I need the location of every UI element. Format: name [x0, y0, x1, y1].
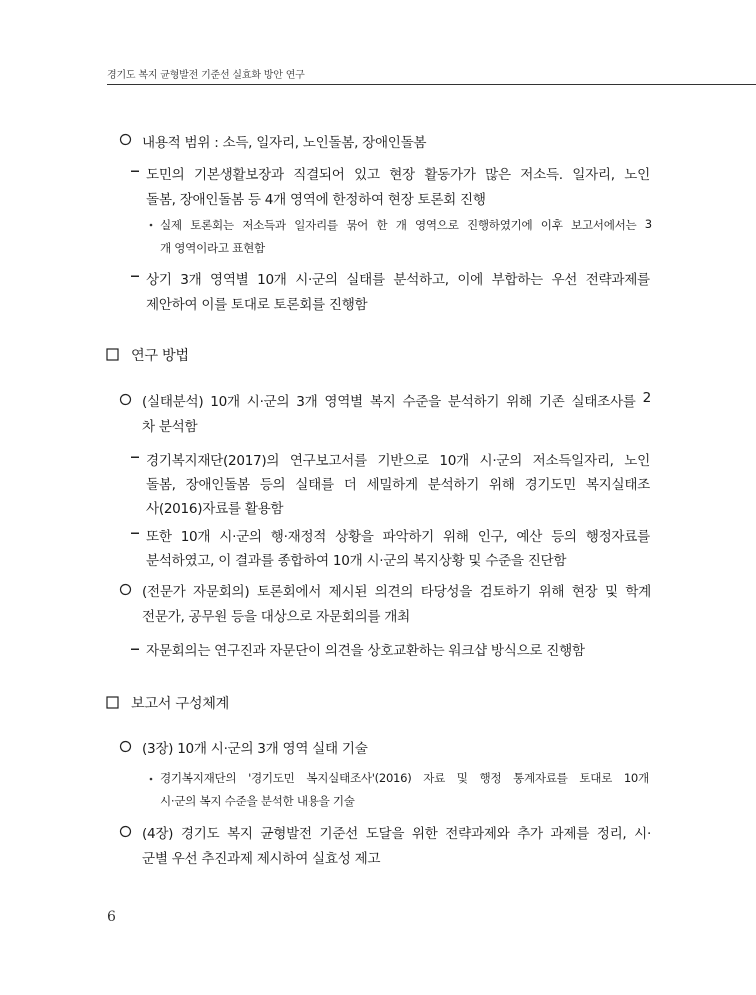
word: 자문회의) — [193, 584, 250, 600]
word: 위한 — [411, 826, 438, 842]
word: 기준선 — [319, 826, 358, 842]
scope-item-2-line-2: 제안하여 이를 토대로 토론회를 진행함 — [146, 297, 368, 313]
word: 제시된 — [328, 584, 368, 600]
method-item-2-line-1 — [142, 580, 651, 600]
word: 한 — [376, 218, 388, 232]
word: 등의 — [259, 477, 286, 493]
word: 전략과제를 — [585, 272, 650, 288]
word: 경기복지재단의 — [160, 771, 237, 785]
word: 저소득과 — [242, 218, 286, 232]
word: 세밀하게 — [366, 477, 418, 493]
word: 균형발전 — [260, 826, 312, 842]
word: 위해 — [538, 584, 565, 600]
hollow-circle-bullet-icon — [119, 825, 132, 838]
word: 개 — [395, 218, 407, 232]
word: 타당성을 — [420, 584, 473, 600]
scope-item-1-line-1 — [146, 163, 650, 183]
method-section-title: 연구 방법 — [131, 348, 189, 364]
structure-note-1-line-1 — [160, 770, 649, 786]
word: 기본생활보장과 — [193, 167, 284, 183]
word: 분석하기 — [427, 477, 480, 493]
word: 10개 — [623, 771, 649, 785]
scope-item-1-line-2: 돌봄, 장애인돌봄 등 4개 영역에 한정하여 현장 토론회 진행 — [146, 192, 486, 208]
word: 복지 — [369, 394, 396, 410]
word: (실태분석) — [142, 394, 204, 410]
word: 행정자료를 — [585, 529, 650, 545]
word: 의견의 — [374, 584, 414, 600]
word: 수준을 — [402, 394, 441, 410]
word: 직결되어 — [293, 167, 345, 183]
word: 자료 — [423, 771, 446, 785]
word: 2 — [642, 390, 651, 406]
word: 실태를 — [295, 477, 334, 493]
word: '경기도민 — [248, 771, 295, 785]
structure-section-title: 보고서 구성체계 — [131, 696, 230, 712]
scope-note-1-line-1 — [160, 217, 652, 233]
method-sub-2-line-1 — [146, 525, 650, 545]
word: 위해 — [506, 394, 532, 410]
word: 시·군의 — [479, 453, 523, 469]
word: 복지실태조사'(2016) — [306, 771, 412, 785]
word: 토론회는 — [190, 218, 234, 232]
word: 시·군의 — [295, 272, 338, 288]
word: 3 — [644, 217, 652, 231]
word: (4장) — [142, 826, 174, 842]
word: 분석하고, — [393, 272, 449, 288]
method-sub-1-line-3: 사(2016)자료를 활용함 — [146, 501, 284, 517]
word: 경기복지재단(2017)의 — [146, 453, 280, 469]
word: 추가 — [517, 826, 543, 842]
word: 기존 — [538, 394, 565, 410]
word: 분석하기 — [447, 394, 500, 410]
word: 실제 — [160, 218, 182, 232]
word: 시· — [634, 826, 651, 842]
word: 상황을 — [335, 529, 374, 545]
word: 연구보고서를 — [289, 453, 367, 469]
word: 도달을 — [365, 826, 405, 842]
scope-heading: 내용적 범위 : 소득, 일자리, 노인돌봄, 장애인돌봄 — [142, 135, 427, 151]
word: 토대로 — [579, 771, 613, 785]
word: 현장 — [571, 584, 598, 600]
word: 저소득. — [520, 167, 563, 183]
word: 진행하였기에 — [467, 218, 533, 232]
word: 3개 — [296, 394, 318, 410]
word: 또한 — [146, 529, 172, 545]
word: 및 — [604, 584, 618, 600]
word: 부합하는 — [491, 272, 543, 288]
word: 복지실태조 — [585, 477, 650, 493]
word: (전문가 — [142, 584, 186, 600]
word: 이에 — [457, 272, 483, 288]
hollow-circle-bullet-icon — [119, 393, 132, 406]
word: 경기도민 — [524, 477, 576, 493]
word: 활동가가 — [424, 167, 476, 183]
word: 이후 — [540, 218, 563, 232]
word: 10개 — [210, 394, 240, 410]
word: 묶어 — [346, 218, 369, 232]
word: 토론회에서 — [256, 584, 322, 600]
word: 장애인돌봄 — [185, 477, 250, 493]
word: 통계자료를 — [513, 771, 568, 785]
word: 있고 — [354, 167, 380, 183]
hollow-circle-bullet-icon — [119, 133, 132, 146]
word: 정리, — [596, 826, 627, 842]
word: 돌봄, — [146, 477, 176, 493]
word: 실태조사를 — [571, 394, 636, 410]
word: 복지 — [227, 826, 253, 842]
small-dot-bullet-icon — [148, 776, 154, 782]
word: 행·재정적 — [270, 529, 327, 545]
method-item-1-line-1 — [142, 390, 651, 410]
header-rule — [107, 84, 756, 85]
structure-item-1-line-1: (3장) 10개 시·군의 3개 영역 실태 기술 — [142, 741, 368, 757]
word: 파악하기 — [382, 529, 434, 545]
word: 10개 — [257, 272, 287, 288]
word: 상기 — [146, 272, 172, 288]
small-dot-bullet-icon — [148, 222, 154, 228]
dash-bullet-icon — [131, 275, 141, 278]
word: 저소득일자리, — [532, 453, 614, 469]
word: 시·군의 — [219, 529, 262, 545]
word: 인구, — [477, 529, 508, 545]
word: 우선 — [551, 272, 578, 288]
word: 도민의 — [146, 167, 185, 183]
dash-bullet-icon — [131, 170, 141, 173]
hollow-square-bullet-icon — [106, 696, 120, 710]
method-sub-1-line-1 — [146, 449, 650, 469]
header-title: 경기도 복지 균형발전 기준선 실효화 방안 연구 — [107, 70, 305, 81]
structure-item-2-line-2: 군별 우선 추진과제 제시하여 실효성 제고 — [142, 851, 381, 867]
scope-note-1-line-2: 개 영역이라고 표현함 — [160, 241, 265, 255]
word: 노인 — [624, 453, 650, 469]
word: 일자리, — [572, 167, 615, 183]
word: 시·군의 — [246, 394, 290, 410]
word: 전략과제와 — [445, 826, 510, 842]
hollow-circle-bullet-icon — [119, 740, 132, 753]
dash-bullet-icon — [131, 456, 141, 459]
word: 더 — [343, 477, 357, 493]
word: 검토하기 — [479, 584, 531, 600]
word: 과제를 — [550, 826, 590, 842]
word: 실태를 — [346, 272, 385, 288]
word: 3개 — [180, 272, 202, 288]
method-item-2-line-2: 전문가, 공무원 등을 대상으로 자문회의를 개최 — [142, 609, 410, 625]
word: 및 — [456, 771, 468, 785]
word: 영역별 — [324, 394, 363, 410]
word: 행정 — [479, 771, 502, 785]
method-item-1-line-2: 차 분석함 — [142, 419, 198, 435]
word: 등의 — [551, 529, 577, 545]
dash-bullet-icon — [131, 532, 141, 535]
page-number: 6 — [107, 909, 116, 925]
word: 일자리를 — [294, 218, 338, 232]
word: 위해 — [443, 529, 469, 545]
hollow-circle-bullet-icon — [119, 583, 132, 596]
scope-item-2-line-1 — [146, 268, 650, 288]
word: 현장 — [389, 167, 415, 183]
method-sub-1-line-2 — [146, 473, 650, 493]
method-sub-3-line-1: 자문회의는 연구진과 자문단이 의견을 상호교환하는 워크샵 방식으로 진행함 — [146, 643, 585, 659]
word: 10개 — [439, 453, 469, 469]
word: 경기도 — [180, 826, 220, 842]
word: 위해 — [488, 477, 515, 493]
word: 영역별 — [210, 272, 249, 288]
structure-item-2-line-1 — [142, 822, 651, 842]
word: 학계 — [625, 584, 651, 600]
method-sub-2-line-2: 분석하였고, 이 결과를 종합하여 10개 시·군의 복지상황 및 수준을 진단함 — [146, 553, 567, 569]
word: 기반으로 — [377, 453, 429, 469]
structure-note-1-line-2: 시·군의 복지 수준을 분석한 내용을 기술 — [160, 794, 355, 808]
word: 많은 — [485, 167, 511, 183]
dash-bullet-icon — [131, 648, 141, 651]
word: 10개 — [180, 529, 211, 545]
word: 영역으로 — [415, 218, 459, 232]
word: 노인 — [624, 167, 650, 183]
hollow-square-bullet-icon — [106, 348, 120, 362]
word: 예산 — [516, 529, 543, 545]
word: 보고서에서는 — [571, 218, 637, 232]
